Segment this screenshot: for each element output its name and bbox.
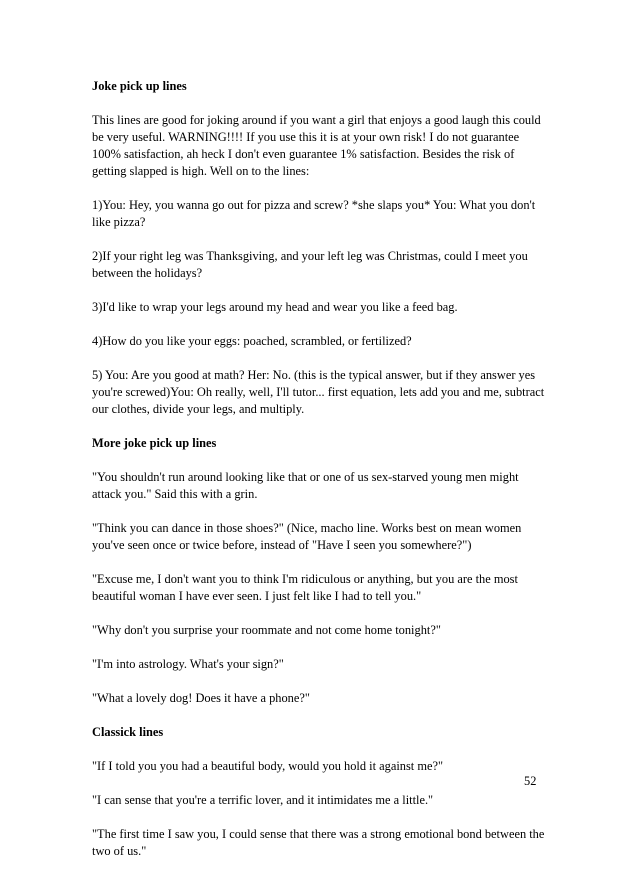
- classick-line-3: "The first time I saw you, I could sense that there was a strong emotional bond between the two of us.": [92, 827, 545, 858]
- section-heading-more-joke-pick-up-lines: More joke pick up lines: [92, 436, 217, 450]
- joke-line-5: 5) You: Are you good at math? Her: No. (this is the typical answer, but if they answer yes you're screwed)You: Oh really, well, I'll tutor... first equation, lets add you and me, subtract our clothes, divide your legs, and multiply.: [92, 368, 545, 416]
- more-joke-line-4: "Why don't you surprise your roommate and not come home tonight?": [92, 623, 441, 637]
- more-joke-line-6: "What a lovely dog! Does it have a phone?": [92, 691, 310, 705]
- joke-line-3: 3)I'd like to wrap your legs around my head and wear you like a feed bag.: [92, 300, 458, 314]
- classick-line-2: "I can sense that you're a terrific lover, and it intimidates me a little.": [92, 793, 434, 807]
- joke-line-4: 4)How do you like your eggs: poached, scrambled, or fertilized?: [92, 334, 412, 348]
- section-heading-classick-lines: Classick lines: [92, 725, 164, 739]
- intro-paragraph: This lines are good for joking around if you want a girl that enjoys a good laugh this could be very useful. WARNING!!!! If you use this it is at your own risk! I do not guarantee 100% satisfaction, ah heck I don't even guarantee 1% satisfaction. Besides the risk of getting slapped is high. Well on to the lines:: [92, 113, 541, 178]
- page-content: [92, 78, 550, 877]
- classick-line-1: "If I told you you had a beautiful body, would you hold it against me?": [92, 759, 444, 773]
- more-joke-line-5: "I'm into astrology. What's your sign?": [92, 657, 284, 671]
- page-number: 52: [524, 774, 537, 788]
- more-joke-line-3: "Excuse me, I don't want you to think I'm ridiculous or anything, but you are the most beautiful woman I have ever seen. I just felt like I had to tell you.": [92, 572, 518, 603]
- more-joke-line-2: "Think you can dance in those shoes?" (Nice, macho line. Works best on mean women you've seen once or twice before, instead of "Have I seen you somewhere?"): [92, 521, 522, 552]
- more-joke-line-1: "You shouldn't run around looking like that or one of us sex-starved young men might attack you." Said this with a grin.: [92, 470, 519, 501]
- joke-line-1: 1)You: Hey, you wanna go out for pizza and screw? *she slaps you* You: What you don't like pizza?: [92, 198, 536, 229]
- joke-line-2: 2)If your right leg was Thanksgiving, and your left leg was Christmas, could I meet you between the holidays?: [92, 249, 528, 280]
- section-heading-joke-pick-up-lines: Joke pick up lines: [92, 79, 187, 93]
